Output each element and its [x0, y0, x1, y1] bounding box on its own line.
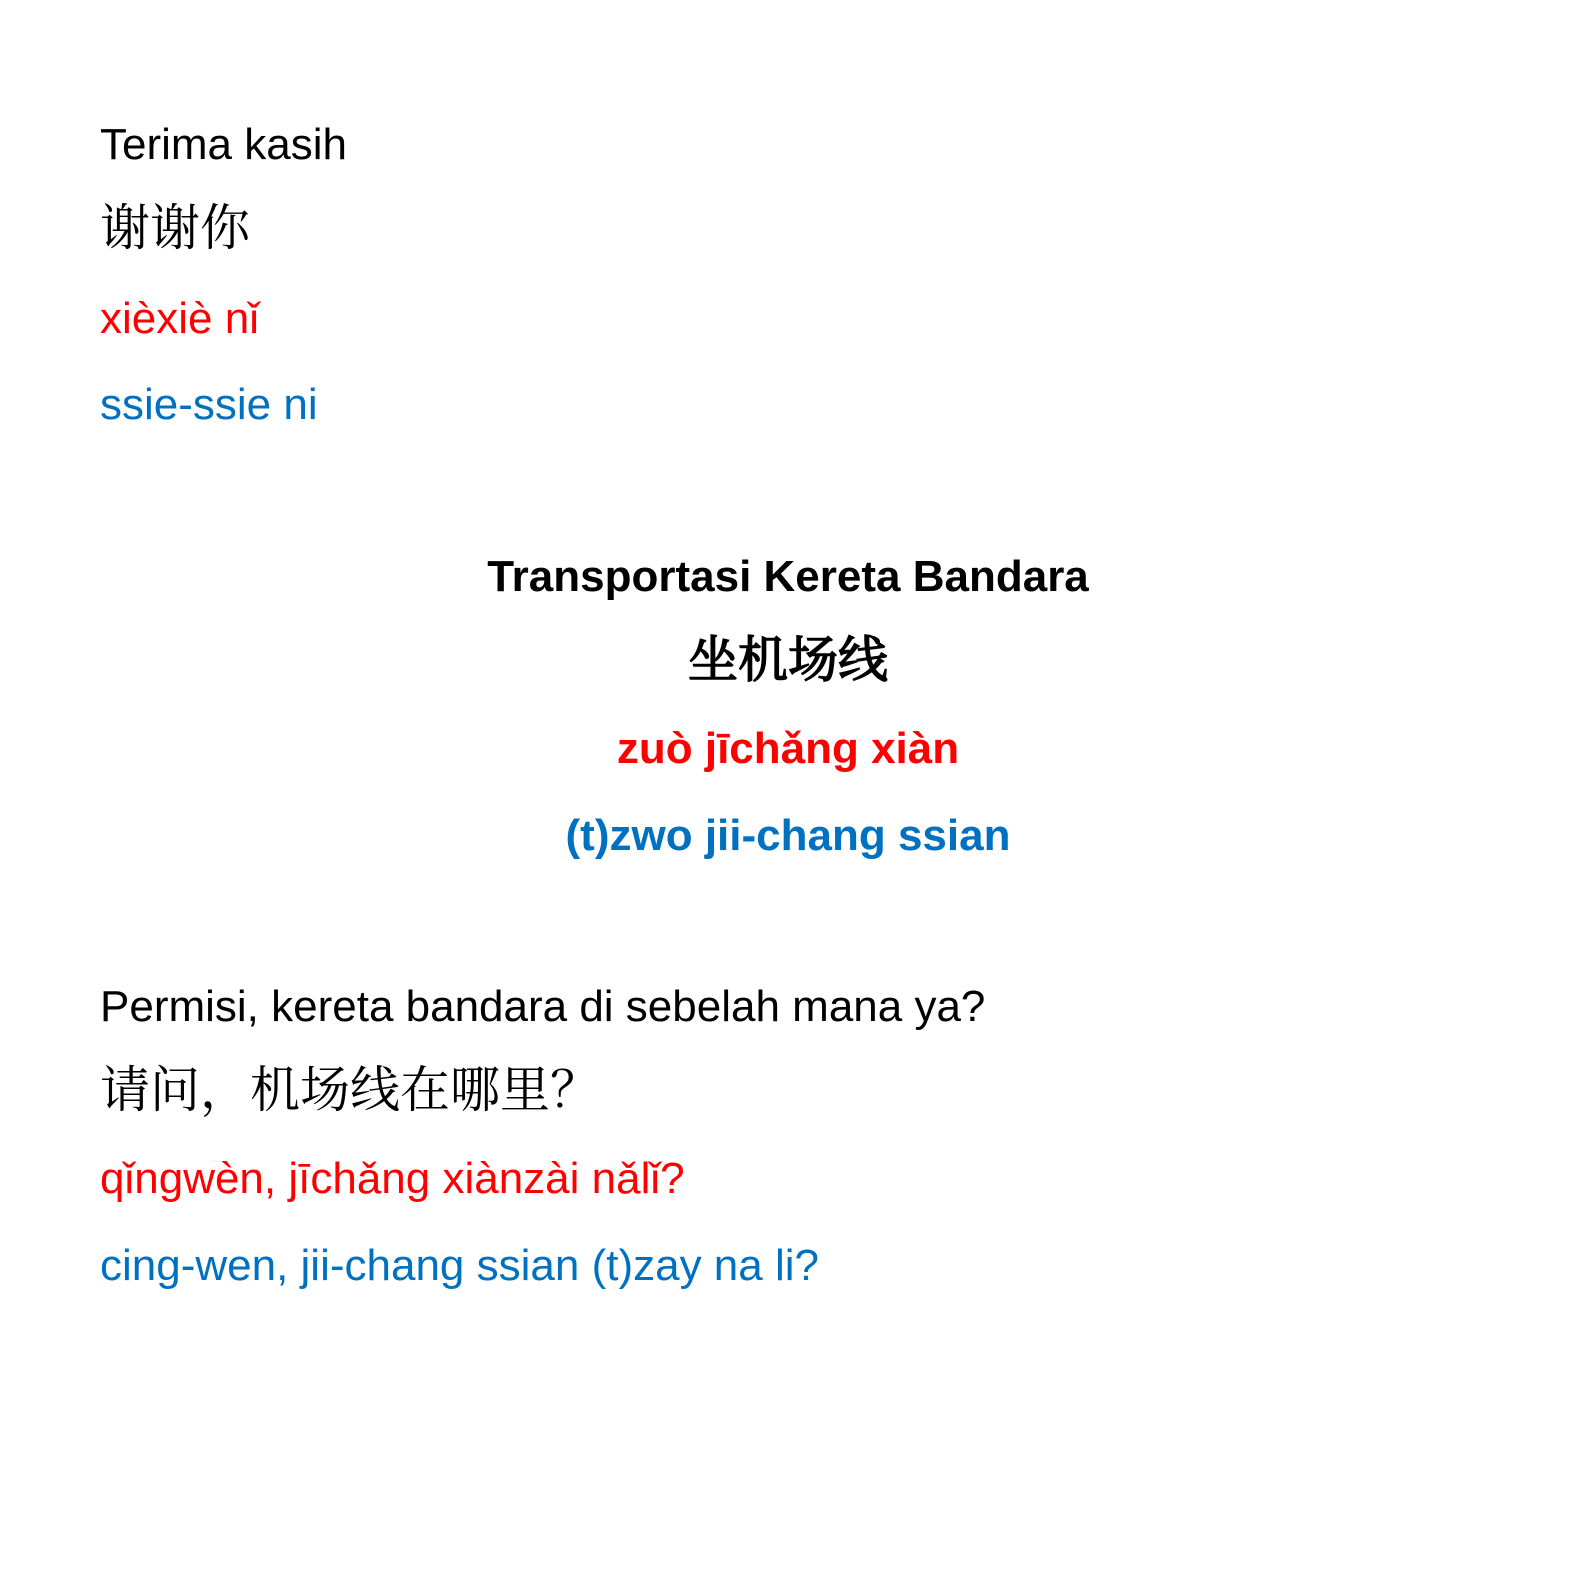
heading-phonetic-text: (t)zwo jii-chang ssian — [565, 811, 1011, 860]
pinyin-text: xièxiè nǐ — [100, 294, 259, 343]
phonetic-text: ssie-ssie ni — [100, 380, 318, 429]
chinese-text: 请问，机场线在哪里？ — [100, 1061, 600, 1119]
heading-indonesian-text: Transportasi Kereta Bandara — [487, 552, 1089, 601]
phonetic-text: cing-wen, jii-chang ssian (t)zay na li? — [100, 1241, 819, 1290]
heading-pinyin-text: zuò jīchǎng xiàn — [616, 724, 960, 773]
indonesian-text: Terima kasih — [100, 120, 347, 169]
heading-chinese-text: 坐机场线 — [688, 630, 888, 689]
pinyin-text: qǐngwèn, jīchǎng xiànzài nǎlǐ? — [100, 1154, 685, 1203]
chinese-text: 谢谢你 — [100, 199, 250, 257]
indonesian-text: Permisi, kereta bandara di sebelah mana ya? — [100, 982, 986, 1031]
